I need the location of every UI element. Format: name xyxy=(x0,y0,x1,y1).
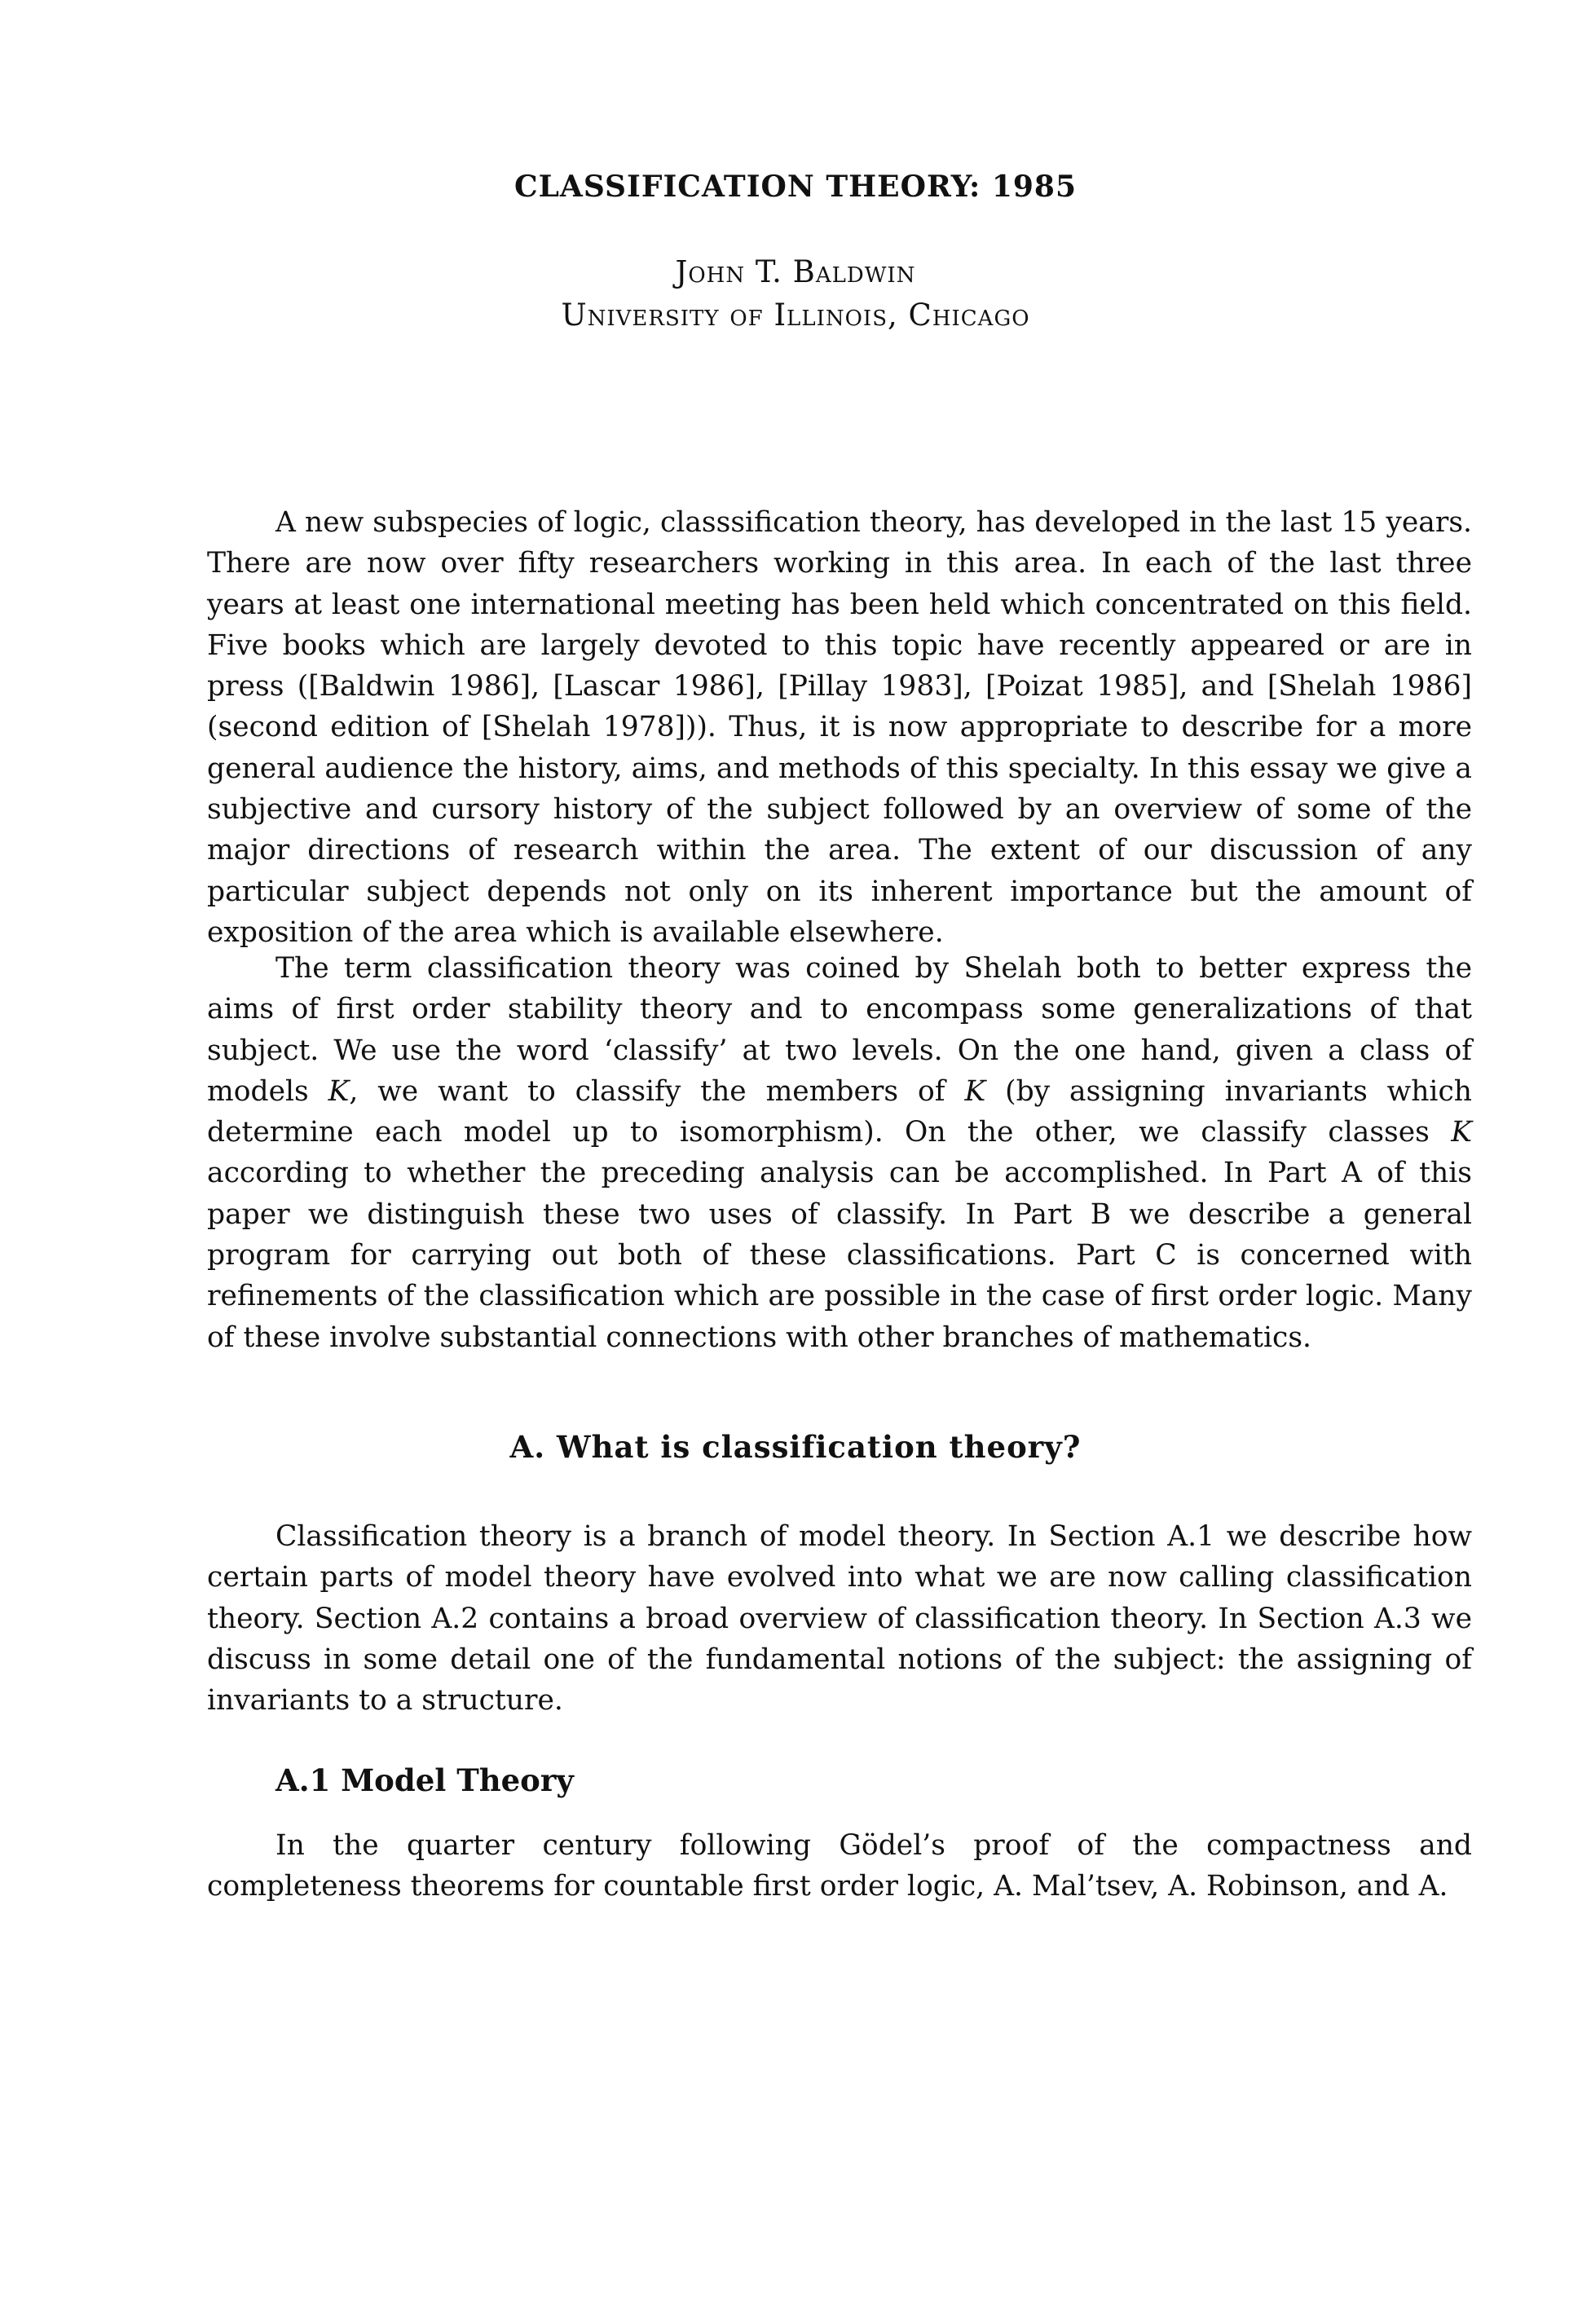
subsection-heading-a1: A.1 Model Theory xyxy=(275,1762,574,1798)
intro-paragraph-2 xyxy=(207,948,1472,1358)
math-symbol: K xyxy=(964,1074,986,1108)
author-affiliation: University of Illinois, Chicago xyxy=(561,298,1030,333)
paragraph-text xyxy=(207,948,1472,1358)
text-run: The term classification theory was coined by Shelah both to better express the aims of first order stability theory and to encompass some generalizations of that subject. We use the word ‘classify’ at two levels. On the one hand, given a class of models xyxy=(207,952,1472,1108)
text-run: according to whether the preceding analysis can be accomplished. In Part A of this paper we distinguish these two uses of classify. In Part B we describe a general program for carrying out both of these classifications. Part C is concerned with refinements of the classification which are possible in the case of first order logic. Many of these involve substantial connections with other branches of mathematics. xyxy=(207,1157,1472,1354)
author-name: John T. Baldwin xyxy=(675,254,916,289)
math-symbol: K xyxy=(328,1074,350,1108)
section-heading-a: A. What is classification theory? xyxy=(509,1429,1082,1465)
paragraph-text: Classification theory is a branch of model theory. In Section A.1 we describe how certain parts of model theory have evolved into what we are now calling classification theory. Section A.2 contains a broad overview of classification theory. In Section A.3 we discuss in some detail one of the fundamental notions of the subject: the assigning of invariants to a structure. xyxy=(207,1520,1472,1718)
paper-title: CLASSIFICATION THEORY: 1985 xyxy=(513,170,1078,204)
section-a1-paragraph xyxy=(207,1825,1472,1907)
text-run: (by assigning invariants which determine each model up to isomorphism). On the other, we classify classes xyxy=(207,1074,1472,1149)
paragraph-text: In the quarter century following Gödel’s proof of the compactness and completeness theorems for countable first order logic, A. Mal’tsev, A. Robinson, and A. xyxy=(207,1829,1472,1903)
section-a-paragraph xyxy=(207,1516,1472,1721)
text-run: , we want to classify the members of xyxy=(349,1074,965,1108)
intro-paragraph-1 xyxy=(207,502,1472,953)
paragraph-text: A new subspecies of logic, classsification theory, has developed in the last 15 years. There are now over fifty researchers working in this area. In each of the last three years at least one international meeting has been held which concentrated on this field. Five books which are largely devoted to this topic have recently appeared or are in press ([Baldwin 1986], [Lascar 1986], [Pillay 1983], [Poizat 1985], and [Shelah 1986] (second edition of [Shelah 1978])). Thus, it is now appropriate to describe for a more general audience the history, aims, and methods of this specialty. In this essay we give a subjective and cursory history of the subject followed by an overview of some of the major directions of research within the area. The extent of our discussion of any particular subject depends not only on its inherent importance but the amount of exposition of the area which is available elsewhere. xyxy=(207,506,1472,949)
math-symbol: K xyxy=(1451,1116,1472,1149)
